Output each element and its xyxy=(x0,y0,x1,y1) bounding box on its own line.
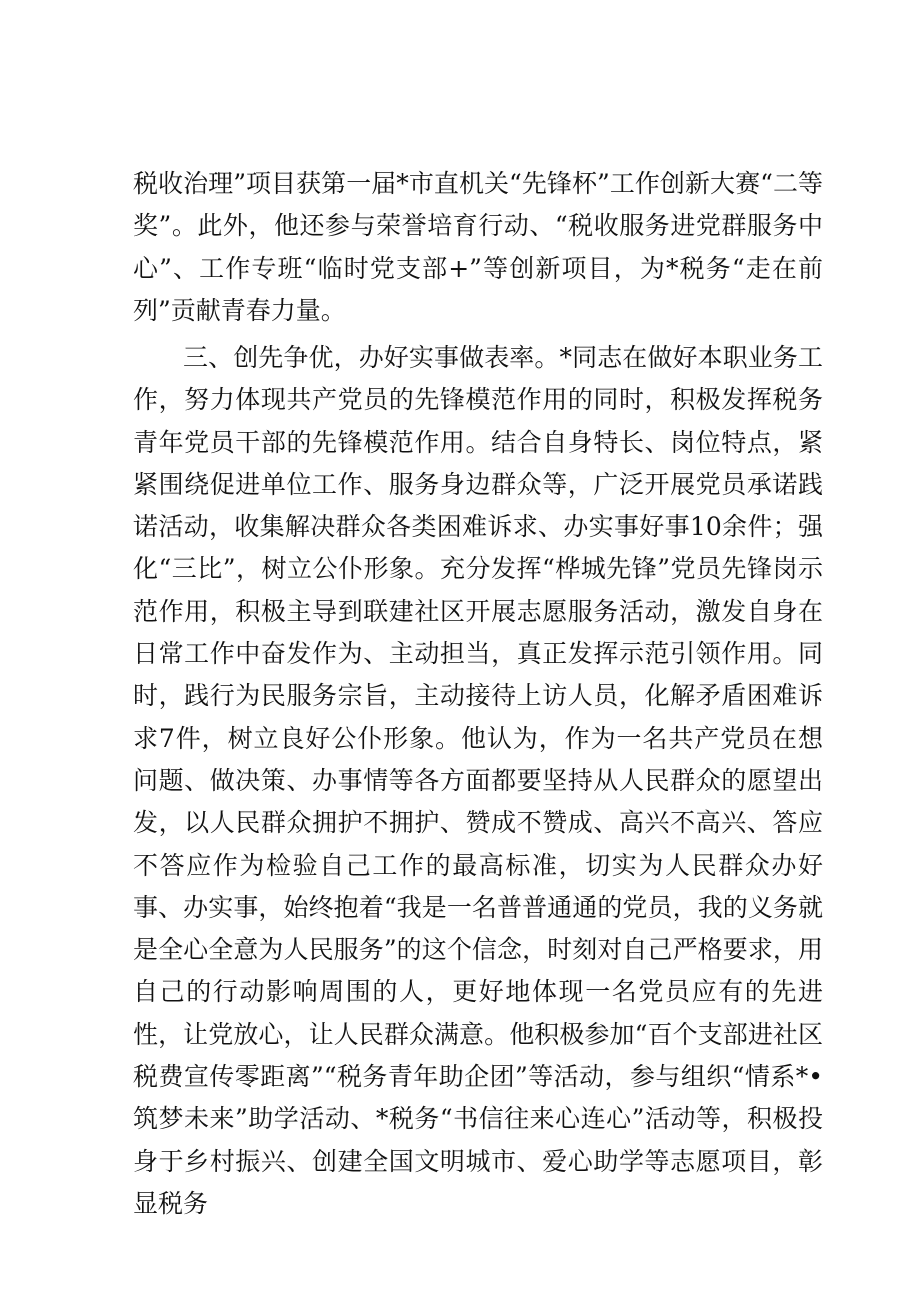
paragraph-section-three: 三、创先争优，办好实事做表率。*同志在做好本职业务工作，努力体现共产党员的先锋模范作用的同时，积极发挥税务青年党员干部的先锋模范作用。结合自身特长、岗位特点，紧紧围绕促进单位工作、服务身边群众等，广泛开展党员承诺践诺活动，收集解决群众各类困难诉求、办实事好事10余件；强化“三比”，树立公仆形象。充分发挥“桦城先锋”党员先锋岗示范作用，积极主导到联建社区开展志愿服务活动，激发自身在日常工作中奋发作为、主动担当，真正发挥示范引领作用。同时，践行为民服务宗旨，主动接待上访人员，化解矛盾困难诉求7件，树立良好公仆形象。他认为，作为一名共产党员在想问题、做决策、办事情等各方面都要坚持从人民群众的愿望出发，以人民群众拥护不拥护、赞成不赞成、高兴不高兴、答应不答应作为检验自己工作的最高标准，切实为人民群众办好事、办实事，始终抱着“我是一名普普通通的党员，我的义务就是全心全意为人民服务”的这个信念，时刻对自己严格要求，用自己的行动影响周围的人，更好地体现一名党员应有的先进性，让党放心，让人民群众满意。他积极参加“百个支部进社区税费宣传零距离”“税务青年助企团”等活动，参与组织“情系*•筑梦未来”助学活动、*税务“书信往来心连心”活动等，积极投身于乡村振兴、创建全国文明城市、爱心助学等志愿项目，彰显税务 xyxy=(133,343,823,1218)
paragraph-continuation: 税收治理”项目获第一届*市直机关“先锋杯”工作创新大赛“二等奖”。此外，他还参与荣誉培育行动、“税收服务进党群服务中心”、工作专班“临时党支部+”等创新项目，为*税务“走在前列”贡献青春力量。 xyxy=(133,169,823,325)
